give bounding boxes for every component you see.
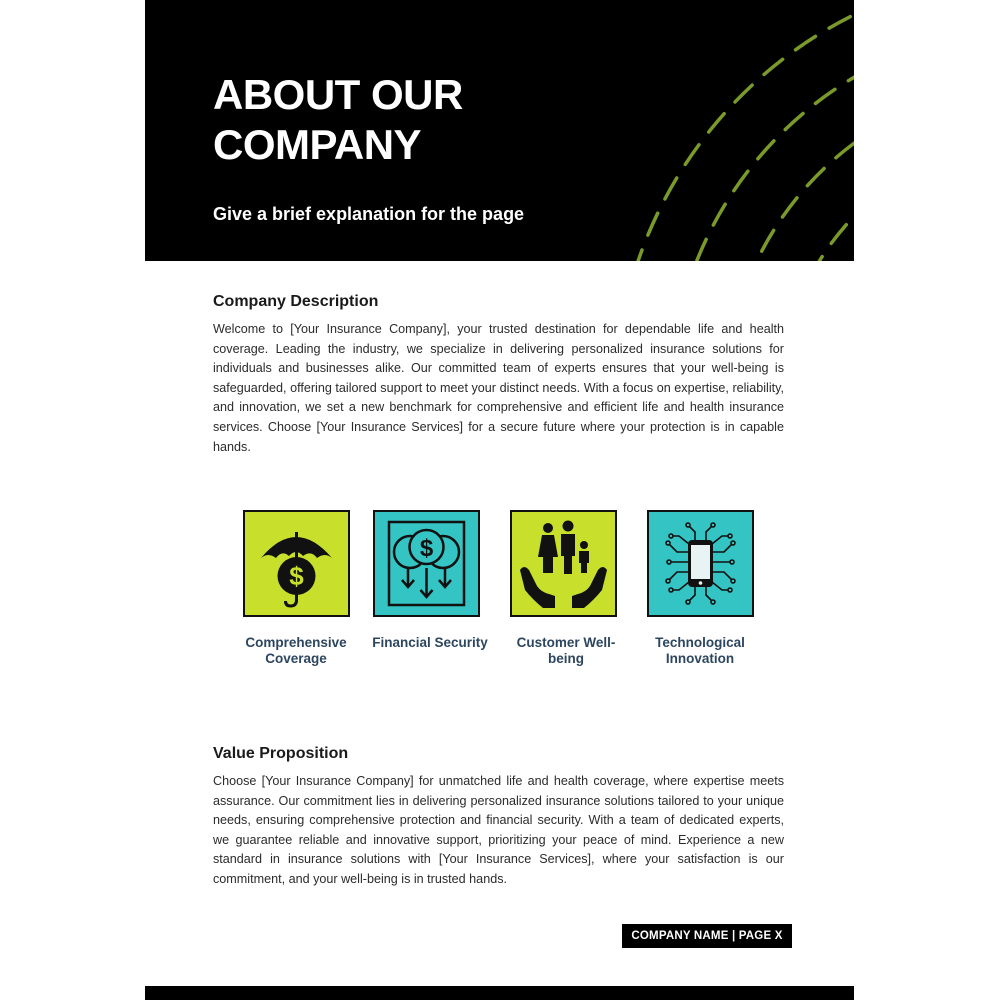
feature-label-financial-security: Financial Security: [372, 635, 488, 650]
feature-label-customer-wellbeing: Customer Well-being: [516, 635, 616, 666]
svg-text:$: $: [289, 561, 304, 591]
coins-arrows-icon: [375, 512, 478, 615]
page-title: ABOUT OUR COMPANY: [213, 71, 463, 168]
svg-text:$: $: [419, 535, 434, 562]
bottom-bar: [145, 986, 854, 1000]
header-banner: [145, 0, 854, 261]
page-subtitle: Give a brief explanation for the page: [213, 204, 525, 224]
feature-label-comprehensive-coverage: Comprehensive Coverage: [245, 635, 347, 666]
family-hands-icon: [512, 512, 615, 615]
document-page: [145, 0, 854, 1000]
value-proposition-text: Choose [Your Insurance Company] for unmatched life and health coverage, where expertise meets assurance. Our commitment lies in delivering personalized insurance solutions tailored to your unique needs, ensuring comprehensive protection and financial security. With a team of dedicated experts, we guarantee reliable and innovative support, prioritizing your peace of mind. Experience a new standard in insurance solutions with [Your Insurance Services], where your satisfaction is our commitment, and your well-being is in trusted hands.: [213, 774, 784, 886]
feature-label-technological-innovation: Technological Innovation: [655, 635, 745, 666]
technological-innovation-tile: [647, 510, 754, 617]
financial-security-tile: [373, 510, 480, 617]
smartphone-circuit-icon: [649, 512, 752, 615]
customer-wellbeing-tile: [510, 510, 617, 617]
value-proposition-heading: Value Proposition: [213, 745, 349, 762]
umbrella-dollar-icon: [245, 512, 348, 615]
comprehensive-coverage-tile: [243, 510, 350, 617]
footer-page-tag: COMPANY NAME | PAGE X: [622, 924, 792, 948]
company-description-text: Welcome to [Your Insurance Company], your trusted destination for dependable life and health coverage. Leading the industry, we specialize in delivering personalized insurance solutions for individuals and businesses alike. Our committed team of experts ensures that your well-being is safeguarded, offering tailored support to meet your distinct needs. With a focus on expertise, reliability, and innovation, we set a new benchmark for comprehensive and efficient life and health insurance services. Choose [Your Insurance Services] for a secure future where your protection is in capable hands.: [213, 322, 784, 454]
company-description-heading: Company Description: [213, 293, 379, 310]
